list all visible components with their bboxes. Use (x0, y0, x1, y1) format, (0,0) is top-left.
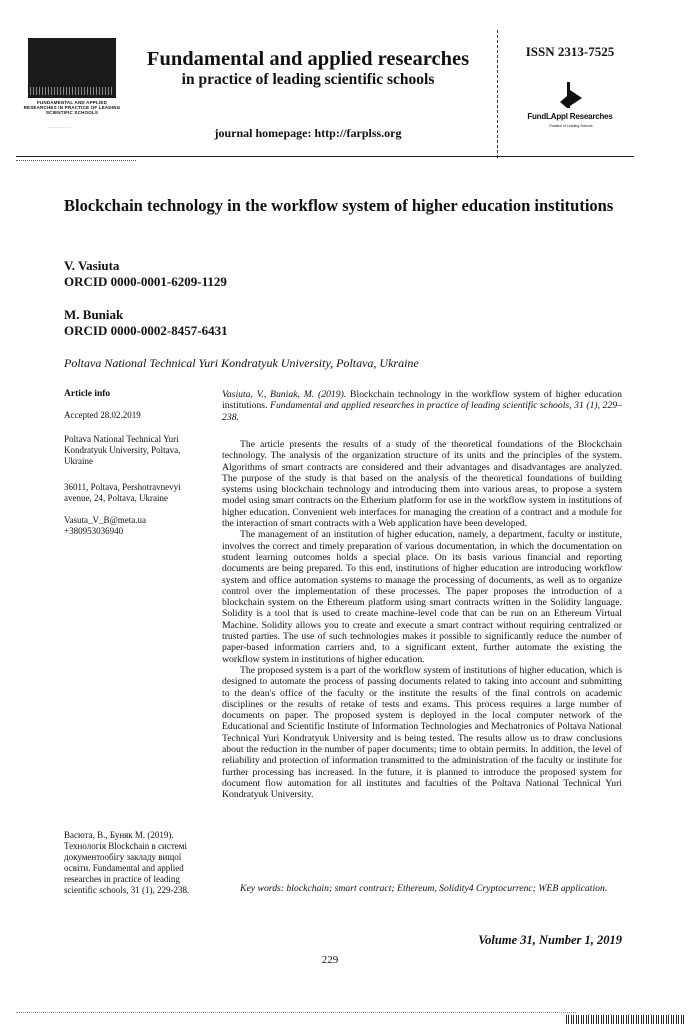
author-1 (64, 258, 227, 290)
journal-title-line1: Fundamental and applied researches (146, 48, 470, 70)
postal-address: 36011, Poltava, Pershotravnevyi avenue, 24, Poltava, Ukraine (64, 482, 181, 503)
journal-logo (28, 38, 116, 98)
author-name: V. Vasiuta (64, 258, 120, 273)
abstract-paragraph-3: The proposed system is a part of the workflow system of institutions of higher education, which is designed to automate the process of passing documents related to taking into account and submitting to the dean's office of the faculty or the institute the results of the final controls on academic disciplines or the results of retake of tests and exams. This process requires a large number of documents on paper. The proposed system is deployed in the local computer network of the Educational and Scientific Institute of Information Technologies and Mechatronics of Poltava National Technical Yuri Kondratyuk University and is being tested. The results allow us to draw conclusions about the reduction in the number of paper documents; time to obtain permits. In addition, the level of reliability and protection of information transmitted to the administration of the faculty or institute for further processing has increased. In the future, it is planned to introduce the proposed system for document flow automation for all institutes and faculties of the Poltava National Technical Yuri Kondratyuk University. (222, 664, 622, 801)
author-name: M. Buniak (64, 307, 124, 322)
article-title: Blockchain technology in the workflow system of higher education institutions (64, 196, 614, 215)
citation-authors: Vasiuta, V., Buniak, M. (2019). (222, 389, 347, 400)
volume-number: Volume 31, Number 1, 2019 (478, 933, 622, 947)
publisher-logo-icon (558, 82, 584, 110)
abstract-paragraph-2: The management of an institution of higher education, namely, a department, faculty or institute, involves the correct and timely preparation of various documentation, in which the documentation on student learning outcomes holds a special place. On its basis various financial and reporting documents are being prepared. To this end, institutions of higher education are introducing workflow system and office automation systems to manage the processing of documents, as well as to organize control over the implementation of these processes. The paper proposes the introduction of a blockchain system on the Ethereum platform using smart contracts written in the Solidity language. Solidity is a tool that is used to create machine-level code that can be run on an Ethereum Virtual Machine. Solidity allows you to create and execute a smart contract without requiring centralized or trusted parties. The use of such technologies makes it possible to significantly reduce the number of paper-based information carriers and, to a significant extent, further automate the existing the workflow system in institutions of higher education. (222, 529, 622, 665)
contact-email[interactable]: Vasuta_V_B@meta.ua (64, 515, 147, 525)
author-orcid[interactable]: ORCID 0000-0001-6209-1129 (64, 274, 227, 289)
footer-dotted-rule (16, 1012, 576, 1013)
keywords: Key words: blockchain; smart contract; Ethereum, Solidity4 Cryptocurrenc; WEB application. (240, 883, 608, 894)
citation-paragraph (222, 389, 622, 423)
scan-barcode (566, 1015, 686, 1024)
header-dotted-rule (16, 160, 136, 161)
publisher-subtitle: Practice of Leading Schools (549, 124, 593, 128)
journal-homepage[interactable]: journal homepage: http://farplss.org (214, 126, 402, 140)
publisher-name: FundLAppl Researches (527, 112, 613, 121)
header-divider (497, 30, 498, 158)
accepted-date: Accepted 28.02.2019 (64, 410, 141, 420)
ukrainian-citation: Васюта, В., Буняк М. (2019). Технологія Blockchain в системі документообігу закладу вищої освіти. Fundamental and applied researches in practice of leading scientific schools, 31 (1), 229-238. (64, 830, 190, 895)
citation-journal: Fundamental and applied researches in practice of leading scientific schools, 31 (1), 229–238. (222, 400, 622, 423)
journal-title-line2: in practice of leading scientific schools (181, 71, 435, 88)
header-rule (16, 156, 634, 157)
logo-caption: FUNDAMENTAL AND APPLIED RESEARCHES IN PRACTICE OF LEADING SCIENTIFIC SCHOOLS (23, 100, 121, 115)
author-2 (64, 307, 228, 339)
citation (222, 389, 622, 423)
abstract (222, 439, 622, 801)
author-affiliation: Poltava National Technical Yuri Kondratyuk University, Poltava, Ukraine (64, 356, 419, 370)
citation-title: Blockchain technology in the workflow system of higher education institutions. (222, 389, 622, 412)
contact-phone: +380953036940 (64, 526, 124, 536)
page-number: 229 (321, 954, 339, 966)
article-info-heading: Article info (64, 389, 111, 399)
logo-subtext: · · · · · · · · · · · (48, 126, 71, 130)
abstract-paragraph-1: The article presents the results of a study of the theoretical foundations of the Blockchain technology. The analysis of the organization structure of its units and the principles of the system. Algorithms of smart contracts are considered and their advantages and disadvantages are analyzed. The purpose of the study is that based on the analysis of the theoretical foundations of building systems using blockchain technology and introducing them into various areas, to propose a system model using smart contracts on the Etherium platform for use in the workflow system in institutions of higher education. Convenient web interfaces for managing the creation of a contract and a module for the interaction of smart contracts with a Web application have been developed. (222, 439, 622, 530)
issn: ISSN 2313-7525 (525, 44, 615, 59)
author-orcid[interactable]: ORCID 0000-0002-8457-6431 (64, 323, 228, 338)
author-institution: Poltava National Technical Yuri Kondratyuk University, Poltava, Ukraine (64, 434, 181, 466)
